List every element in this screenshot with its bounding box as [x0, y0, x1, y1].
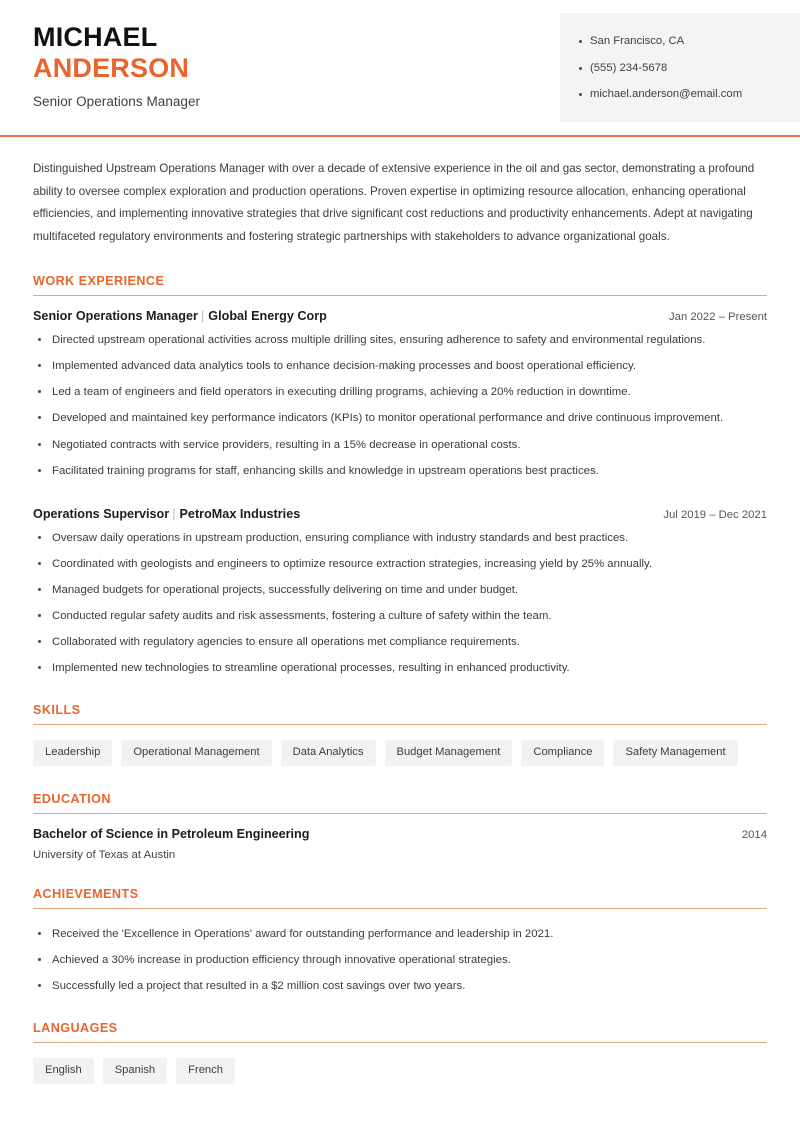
- experience-company: Global Energy Corp: [208, 309, 327, 324]
- header-divider: [0, 135, 800, 137]
- experience-bullet: Directed upstream operational activities across multiple drilling sites, ensuring adherence to safety and environmental regulations.: [33, 332, 767, 349]
- education-degree: Bachelor of Science in Petroleum Engineering: [33, 827, 310, 842]
- skill-pill: Safety Management: [613, 740, 737, 766]
- contact-location: San Francisco, CA: [560, 35, 800, 49]
- language-pill: English: [33, 1058, 94, 1084]
- skill-pill: Budget Management: [385, 740, 513, 766]
- skill-pill: Operational Management: [121, 740, 271, 766]
- section-title-achievements: ACHIEVEMENTS: [33, 887, 139, 902]
- education-entry-header: [33, 827, 767, 841]
- header-identity: [0, 0, 200, 109]
- experience-bullet: Implemented advanced data analytics tools to enhance decision-making processes and boost operational efficiency.: [33, 358, 767, 375]
- experience-bullet: Conducted regular safety audits and risk assessments, fostering a culture of safety within the team.: [33, 608, 767, 625]
- experience-entry: [33, 309, 767, 479]
- experience-bullet: Oversaw daily operations in upstream production, ensuring compliance with industry standards and best practices.: [33, 530, 767, 547]
- languages-list: [33, 1056, 767, 1084]
- skill-pill: Data Analytics: [281, 740, 376, 766]
- section-skills: [33, 703, 767, 766]
- contact-phone[interactable]: (555) 234-5678: [560, 62, 800, 76]
- contact-email[interactable]: michael.anderson@email.com: [560, 88, 800, 102]
- achievement-bullet: Achieved a 30% increase in production efficiency through innovative operational strategies.: [33, 952, 767, 969]
- experience-bullet: Led a team of engineers and field operators in executing drilling programs, achieving a 20% reduction in downtime.: [33, 384, 767, 401]
- section-divider: [33, 295, 767, 296]
- section-title-education: EDUCATION: [33, 792, 111, 807]
- experience-separator: |: [200, 309, 205, 324]
- achievement-bullet: Received the 'Excellence in Operations' award for outstanding performance and leadership in 2021.: [33, 926, 767, 943]
- section-title-work-experience: WORK EXPERIENCE: [33, 274, 165, 289]
- skill-pill: Leadership: [33, 740, 112, 766]
- experience-bullet: Implemented new technologies to streamline operational processes, resulting in enhanced productivity.: [33, 660, 767, 677]
- language-pill: Spanish: [103, 1058, 167, 1084]
- experience-bullet: Managed budgets for operational projects, successfully delivering on time and under budget.: [33, 582, 767, 599]
- experience-entry-header: [33, 507, 767, 521]
- achievements-list: [33, 922, 767, 995]
- resume-header: [0, 0, 800, 128]
- contact-box: [560, 13, 800, 122]
- section-title-languages: LANGUAGES: [33, 1020, 118, 1035]
- experience-heading: [33, 309, 327, 323]
- experience-role: Senior Operations Manager: [33, 309, 198, 324]
- section-title-skills: SKILLS: [33, 702, 81, 717]
- experience-heading: [33, 507, 300, 521]
- language-pill: French: [176, 1058, 235, 1084]
- section-education: [33, 792, 767, 861]
- experience-date: Jan 2022 – Present: [669, 311, 767, 324]
- section-languages: [33, 1021, 767, 1084]
- section-divider: [33, 724, 767, 725]
- education-entry: [33, 827, 767, 861]
- experience-bullet: Developed and maintained key performance indicators (KPIs) to monitor operational performance and drive continuous improvement.: [33, 410, 767, 427]
- experience-date: Jul 2019 – Dec 2021: [663, 509, 767, 522]
- experience-bullet: Facilitated training programs for staff, enhancing skills and knowledge in upstream operations best practices.: [33, 463, 767, 480]
- experience-role: Operations Supervisor: [33, 507, 170, 522]
- experience-separator: |: [172, 507, 176, 522]
- job-title: Senior Operations Manager: [33, 93, 201, 109]
- experience-entry: [33, 507, 767, 677]
- resume-body: [0, 158, 800, 1084]
- experience-entry-header: [33, 309, 767, 323]
- section-divider: [33, 908, 767, 909]
- experience-bullet: Coordinated with geologists and engineers to optimize resource extraction strategies, increasing yield by 25% annually.: [33, 556, 767, 573]
- achievement-bullet: Successfully led a project that resulted in a $2 million cost savings over two years.: [33, 978, 767, 995]
- section-achievements: [33, 887, 767, 995]
- skill-pill: Compliance: [521, 740, 604, 766]
- entry-spacer: [33, 485, 767, 507]
- skills-list: [33, 738, 767, 766]
- education-school: University of Texas at Austin: [33, 849, 176, 862]
- experience-bullet: Negotiated contracts with service providers, resulting in a 15% decrease in operational costs.: [33, 437, 767, 454]
- section-divider: [33, 813, 767, 814]
- education-year: 2014: [741, 829, 767, 842]
- professional-summary: Distinguished Upstream Operations Manager with over a decade of extensive experience in the oil and gas sector, demonstrating a profound ability to oversee complex exploration and production operations. Proven expertise in optimizing resource allocation, enhancing operational efficiencies, and implementing innovative strategies that drive significant cost reductions and productivity enhancements. Adept at navigating multifaceted regulatory environments and fostering strategic partnerships with stakeholders to advance organizational goals.: [33, 162, 755, 243]
- experience-bullets: [33, 332, 767, 479]
- last-name: ANDERSON: [33, 53, 190, 84]
- experience-bullets: [33, 530, 767, 677]
- section-work-experience: [33, 274, 767, 676]
- first-name: MICHAEL: [33, 22, 158, 52]
- section-divider: [33, 1042, 767, 1043]
- experience-bullet: Collaborated with regulatory agencies to ensure all operations met compliance requirements.: [33, 634, 767, 651]
- contact-list: [560, 35, 800, 102]
- experience-company: PetroMax Industries: [179, 507, 301, 522]
